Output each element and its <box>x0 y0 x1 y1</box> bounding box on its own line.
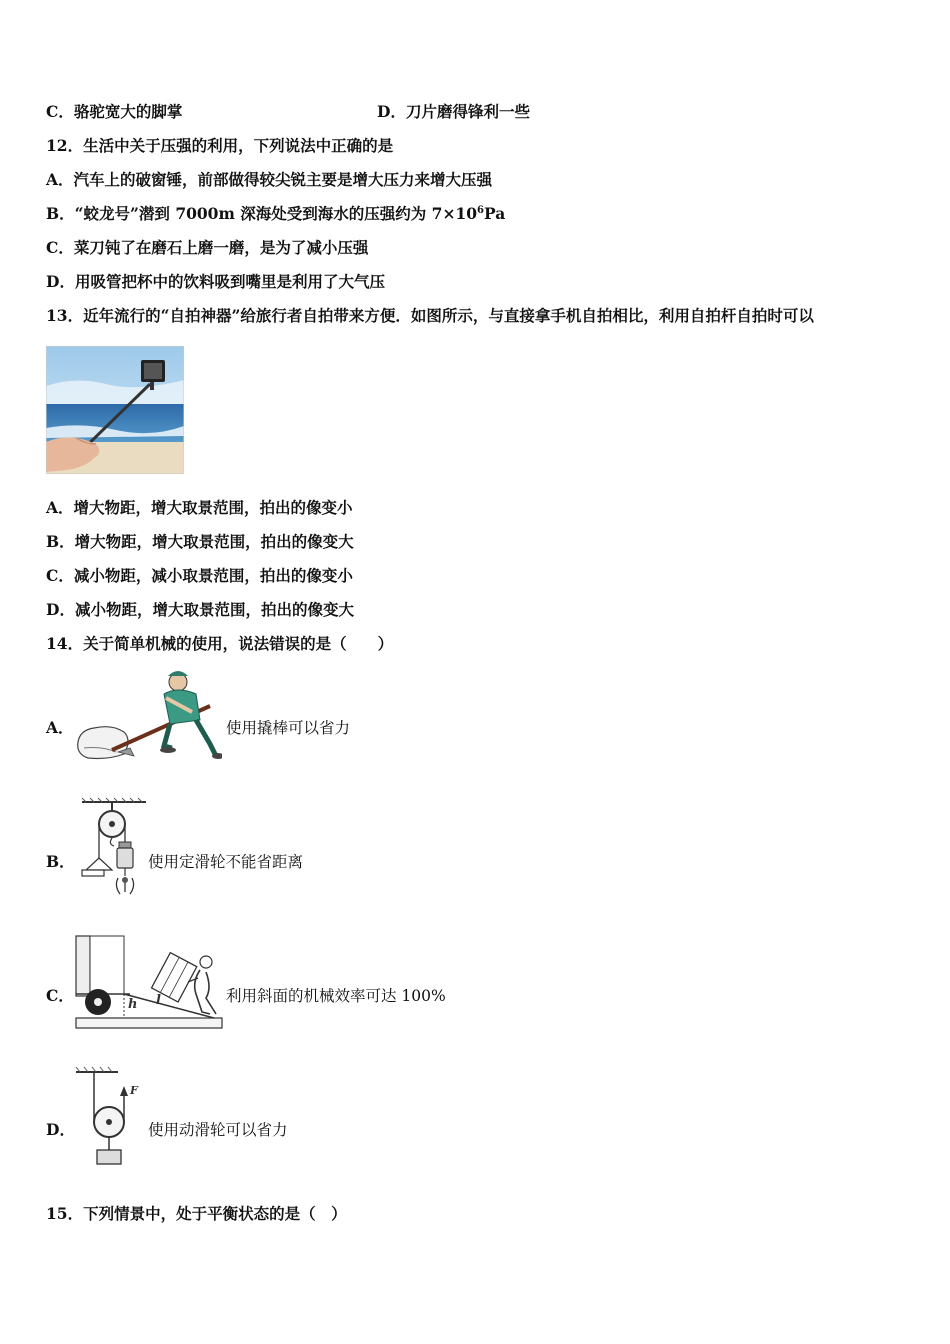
option-d-prev: D．刀片磨得锋利一些 <box>377 102 530 121</box>
q15-stem: 15．下列情景中，处于平衡状态的是（ ） <box>46 1204 347 1223</box>
q14-option-c-label: C． <box>46 986 74 1005</box>
inclined-plane-figure <box>74 932 224 1032</box>
q13-option-a: A．增大物距，增大取景范围，拍出的像变小 <box>46 498 353 517</box>
q12-option-b-text: B．“蛟龙号”潜到 7000m 深海处受到海水的压强约为 7×10 <box>46 204 478 223</box>
q12-option-c: C．菜刀钝了在磨石上磨一磨，是为了减小压强 <box>46 238 369 257</box>
q13-option-d: D．减小物距，增大取景范围，拍出的像变大 <box>46 600 354 619</box>
incline-length-label: l <box>156 993 161 1008</box>
incline-height-label: h <box>128 997 138 1012</box>
movable-pulley-figure <box>72 1064 148 1168</box>
q14-option-b-text: 使用定滑轮不能省距离 <box>148 853 304 871</box>
force-f-label: F <box>130 1084 138 1097</box>
q14-option-a-text: 使用撬棒可以省力 <box>226 719 351 737</box>
crowbar-figure <box>72 664 222 764</box>
selfie-stick-photo <box>46 346 184 474</box>
option-c-prev: C．骆驼宽大的脚掌 <box>46 102 183 121</box>
q12-option-b-exponent: 6 <box>477 204 484 216</box>
q14-option-d-text: 使用动滑轮可以省力 <box>148 1121 288 1139</box>
q14-option-a-label: A． <box>46 718 74 737</box>
q12-stem: 12．生活中关于压强的利用，下列说法中正确的是 <box>46 136 394 155</box>
q14-option-d-label: D． <box>46 1120 75 1139</box>
q14-option-b-label: B． <box>46 852 75 871</box>
q13-stem: 13．近年流行的“自拍神器”给旅行者自拍带来方便．如图所示，与直接拿手机自拍相比，利用自拍杆自拍时可以 <box>46 306 814 325</box>
fixed-pulley-figure <box>74 798 150 902</box>
q14-stem: 14．关于简单机械的使用，说法错误的是（ ） <box>46 634 394 653</box>
q12-option-a: A．汽车上的破窗锤，前部做得较尖锐主要是增大压力来增大压强 <box>46 170 493 189</box>
q12-option-b <box>46 204 505 224</box>
q12-option-d: D．用吸管把杯中的饮料吸到嘴里是利用了大气压 <box>46 272 385 291</box>
q14-option-c-text: 利用斜面的机械效率可达 100% <box>226 987 446 1005</box>
q13-option-c: C．减小物距，减小取景范围，拍出的像变小 <box>46 566 353 585</box>
q12-option-b-unit: Pa <box>483 204 506 223</box>
q13-option-b: B．增大物距，增大取景范围，拍出的像变大 <box>46 532 354 551</box>
